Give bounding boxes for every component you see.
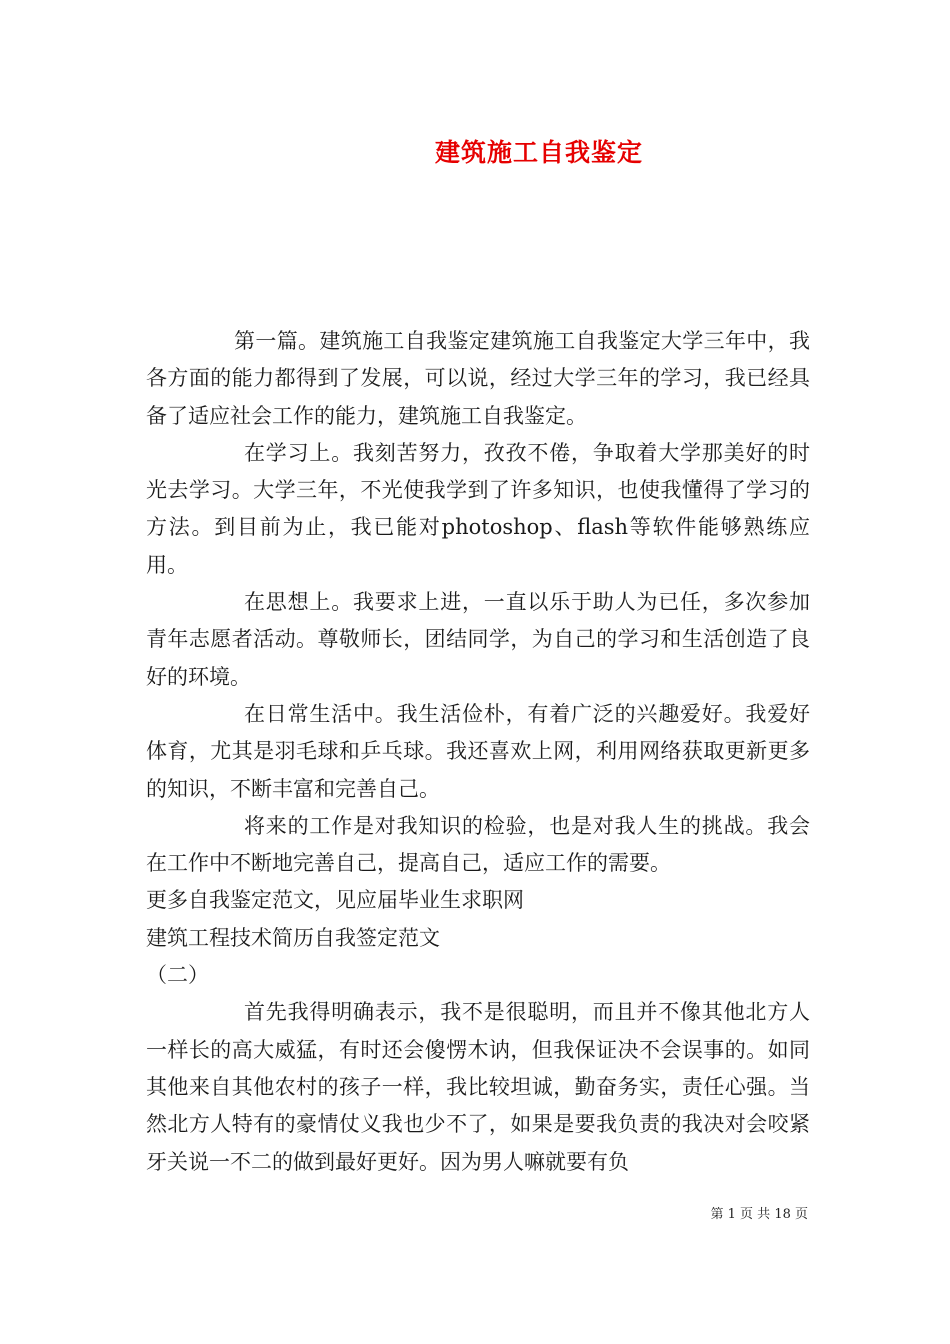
paragraph-subtitle: 建筑工程技术简历自我签定范文	[146, 925, 440, 950]
document-body	[146, 323, 810, 1181]
paragraph-more-link: 更多自我鉴定范文，见应届毕业生求职网	[146, 888, 524, 913]
page-number: 第 1 页 共 18 页	[710, 1207, 808, 1222]
paragraph-study: 在学习上。我刻苦努力，孜孜不倦，争取着大学那美好的时光去学习。大学三年，不光使我学到了许多知识，也使我懂得了学习的方法。到目前为止，我已能对photoshop、flash等软件能够熟练应用。	[146, 440, 810, 577]
paragraph-self-intro: 首先我得明确表示，我不是很聪明，而且并不像其他北方人一样长的高大威猛，有时还会傻愣木讷，但我保证决不会误事的。如同其他来自其他农村的孩子一样，我比较坦诚，勤奋务实，责任心强。当然北方人特有的豪情仗义我也少不了，如果是要我负责的我决对会咬紧牙关说一不二的做到最好更好。因为男人嘛就要有负	[146, 1000, 810, 1174]
paragraph-thought: 在思想上。我要求上进，一直以乐于助人为已任，多次参加青年志愿者活动。尊敬师长，团结同学，为自己的学习和生活创造了良好的环境。	[146, 590, 810, 689]
document-title: 建筑施工自我鉴定	[434, 138, 643, 167]
paragraph-future: 将来的工作是对我知识的检验，也是对我人生的挑战。我会在工作中不断地完善自己，提高自己，适应工作的需要。	[146, 813, 810, 876]
paragraph-section-number: （二）	[146, 963, 209, 988]
paragraph-intro: 第一篇。建筑施工自我鉴定建筑施工自我鉴定大学三年中，我各方面的能力都得到了发展，可以说，经过大学三年的学习，我已经具备了适应社会工作的能力，建筑施工自我鉴定。	[146, 329, 810, 428]
paragraph-daily-life: 在日常生活中。我生活俭朴，有着广泛的兴趣爱好。我爱好体育，尤其是羽毛球和乒乓球。我还喜欢上网，利用网络获取更新更多的知识，不断丰富和完善自己。	[146, 701, 810, 801]
